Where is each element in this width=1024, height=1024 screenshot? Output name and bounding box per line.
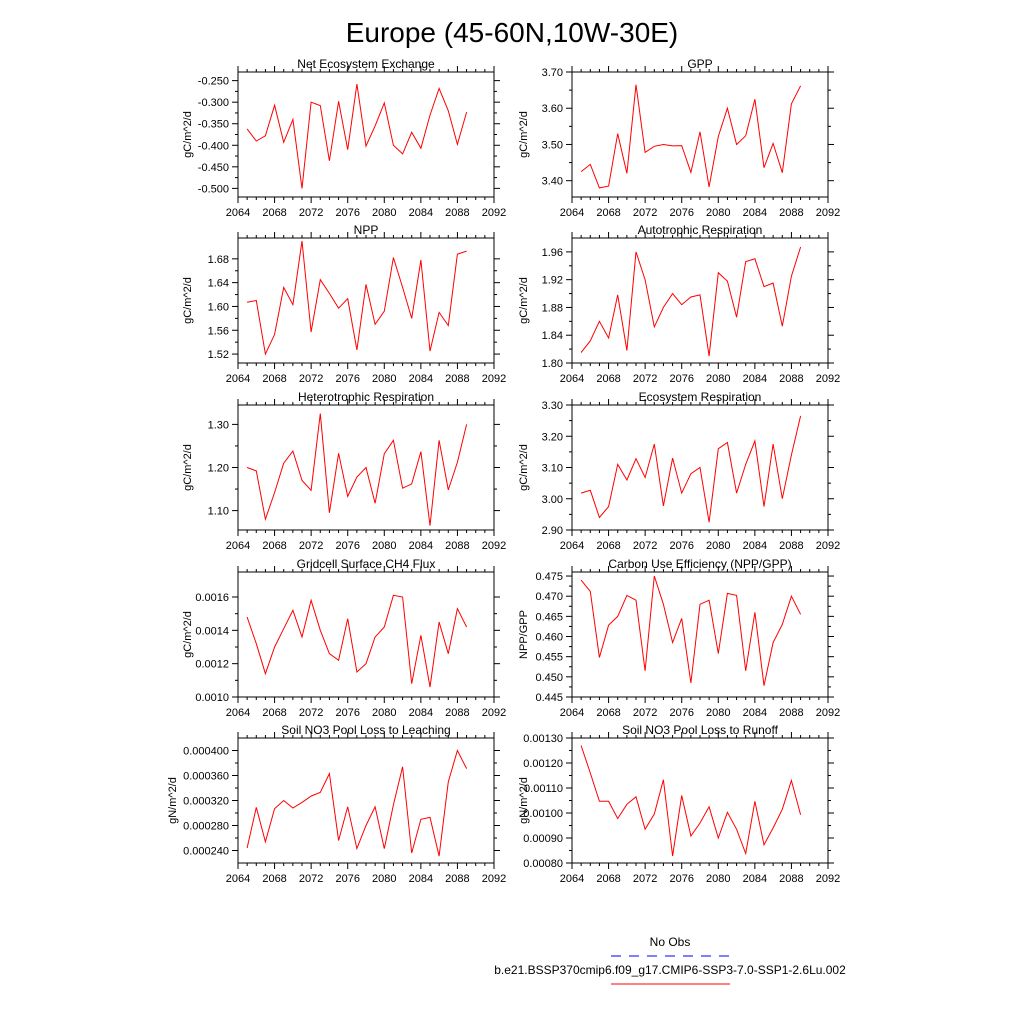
chart3-xtick-label-5: 2084 bbox=[408, 373, 434, 385]
chart4-xtick-label-7: 2092 bbox=[815, 373, 841, 385]
chart9-xtick-label-2: 2072 bbox=[298, 873, 324, 885]
chart7-xtick-label-7: 2092 bbox=[481, 707, 507, 719]
chart6-xtick-label-2: 2072 bbox=[632, 540, 658, 552]
chart9-title: Soil NO3 Pool Loss to Leaching bbox=[281, 723, 451, 737]
chart9-ylabel: gN/m^2/d bbox=[167, 777, 179, 824]
chart2-series-line bbox=[581, 85, 801, 188]
chart4-xtick-label-2: 2072 bbox=[632, 373, 658, 385]
chart3-xtick-label-7: 2092 bbox=[481, 373, 507, 385]
chart7-frame bbox=[238, 572, 494, 697]
chart1-ytick-label-4: -0.450 bbox=[197, 161, 229, 174]
chart4-xtick-label-3: 2076 bbox=[669, 373, 694, 385]
chart4-xtick-label-1: 2068 bbox=[596, 373, 621, 385]
chart7-xtick-label-6: 2088 bbox=[445, 707, 470, 719]
chart3-ytick-label-0: 1.52 bbox=[207, 349, 229, 362]
chart8-ytick-label-6: 0.475 bbox=[535, 571, 563, 584]
chart6-ytick-label-4: 3.30 bbox=[541, 400, 563, 412]
chart3-ytick-label-3: 1.64 bbox=[207, 277, 229, 290]
chart2-xtick-label-7: 2092 bbox=[815, 207, 841, 219]
panels-container bbox=[167, 57, 840, 885]
chart5-xtick-label-1: 2068 bbox=[262, 540, 287, 552]
chart10-ytick-label-5: 0.00130 bbox=[523, 733, 563, 745]
chart5-ytick-label-0: 1.10 bbox=[207, 505, 229, 518]
chart6-xtick-label-3: 2076 bbox=[669, 540, 694, 552]
chart10-xtick-label-1: 2068 bbox=[596, 873, 621, 885]
chart1-xtick-label-7: 2092 bbox=[481, 207, 507, 219]
chart10-series-line bbox=[581, 746, 801, 857]
chart7-ytick-label-2: 0.0014 bbox=[195, 625, 229, 638]
chart6-title: Ecosystem Respiration bbox=[638, 390, 762, 404]
chart7-title: Gridcell Surface CH4 Flux bbox=[296, 557, 436, 571]
chart7-xtick-label-0: 2064 bbox=[225, 707, 251, 719]
chart1-xtick-label-2: 2072 bbox=[298, 207, 324, 219]
chart7-ytick-label-0: 0.0010 bbox=[195, 692, 229, 704]
chart2-xtick-label-2: 2072 bbox=[632, 207, 658, 219]
chart2-xtick-label-6: 2088 bbox=[779, 207, 804, 219]
chart7-ytick-label-1: 0.0012 bbox=[195, 658, 229, 671]
chart3-series-line bbox=[247, 241, 467, 354]
chart4-ytick-label-2: 1.88 bbox=[541, 302, 563, 315]
chart6-xtick-label-0: 2064 bbox=[559, 540, 585, 552]
chart4-xtick-label-5: 2084 bbox=[742, 373, 768, 385]
chart7-xtick-label-4: 2080 bbox=[372, 707, 397, 719]
chart7-ytick-label-3: 0.0016 bbox=[195, 592, 229, 604]
chart8-xtick-label-2: 2072 bbox=[632, 707, 658, 719]
chart5-xtick-label-6: 2088 bbox=[445, 540, 470, 552]
chart7-series-line bbox=[247, 595, 467, 687]
chart7-panel bbox=[182, 557, 506, 719]
chart6-xtick-label-6: 2088 bbox=[779, 540, 804, 552]
chart2-title: GPP bbox=[687, 57, 713, 71]
chart8-ytick-label-4: 0.465 bbox=[535, 611, 563, 624]
chart8-xtick-label-1: 2068 bbox=[596, 707, 621, 719]
chart8-ytick-label-1: 0.450 bbox=[535, 671, 563, 684]
chart1-xtick-label-4: 2080 bbox=[372, 207, 397, 219]
chart8-ytick-label-3: 0.460 bbox=[535, 631, 563, 644]
chart10-xtick-label-7: 2092 bbox=[815, 873, 841, 885]
chart10-xtick-label-3: 2076 bbox=[669, 873, 694, 885]
chart5-series-line bbox=[247, 414, 467, 526]
chart6-ytick-label-1: 3.00 bbox=[541, 493, 563, 506]
chart10-xtick-label-5: 2084 bbox=[742, 873, 768, 885]
chart7-xtick-label-5: 2084 bbox=[408, 707, 434, 719]
chart10-frame bbox=[572, 738, 828, 863]
chart6-ylabel: gC/m^2/d bbox=[518, 444, 530, 491]
chart6-xtick-label-7: 2092 bbox=[815, 540, 841, 552]
chart8-xtick-label-3: 2076 bbox=[669, 707, 694, 719]
chart10-ytick-label-1: 0.00090 bbox=[523, 833, 563, 845]
chart10-panel bbox=[518, 723, 840, 885]
chart3-frame bbox=[238, 238, 494, 363]
chart10-xtick-label-4: 2080 bbox=[706, 873, 731, 885]
chart5-ylabel: gC/m^2/d bbox=[182, 444, 194, 491]
chart5-xtick-label-4: 2080 bbox=[372, 540, 397, 552]
chart10-title: Soil NO3 Pool Loss to Runoff bbox=[622, 723, 778, 737]
chart3-ytick-label-1: 1.56 bbox=[207, 325, 229, 338]
chart1-xtick-label-5: 2084 bbox=[408, 207, 434, 219]
chart5-title: Heterotrophic Respiration bbox=[297, 390, 435, 404]
chart3-xtick-label-2: 2072 bbox=[298, 373, 324, 385]
chart8-frame bbox=[572, 572, 828, 697]
chart4-ytick-label-4: 1.96 bbox=[541, 246, 563, 259]
chart2-ylabel: gC/m^2/d bbox=[518, 111, 530, 158]
legend bbox=[494, 935, 846, 984]
chart3-ytick-label-4: 1.68 bbox=[207, 253, 229, 266]
chart9-ytick-label-4: 0.000400 bbox=[183, 745, 229, 758]
chart2-ytick-label-3: 3.70 bbox=[541, 67, 563, 79]
chart7-xtick-label-2: 2072 bbox=[298, 707, 324, 719]
chart9-xtick-label-0: 2064 bbox=[225, 873, 251, 885]
chart5-xtick-label-5: 2084 bbox=[408, 540, 434, 552]
chart4-frame bbox=[572, 238, 828, 363]
chart9-ytick-label-2: 0.000320 bbox=[183, 795, 229, 808]
chart4-panel bbox=[518, 223, 840, 385]
chart5-panel bbox=[182, 390, 506, 552]
chart3-xtick-label-1: 2068 bbox=[262, 373, 287, 385]
chart6-xtick-label-1: 2068 bbox=[596, 540, 621, 552]
chart6-xtick-label-5: 2084 bbox=[742, 540, 768, 552]
chart1-ytick-label-3: -0.400 bbox=[197, 140, 229, 153]
chart4-title: Autotrophic Respiration bbox=[637, 223, 763, 237]
chart10-xtick-label-6: 2088 bbox=[779, 873, 804, 885]
chart1-xtick-label-0: 2064 bbox=[225, 207, 251, 219]
chart4-xtick-label-0: 2064 bbox=[559, 373, 585, 385]
chart8-title: Carbon Use Efficiency (NPP/GPP) bbox=[608, 557, 792, 571]
chart6-ytick-label-3: 3.20 bbox=[541, 431, 563, 444]
chart1-xtick-label-1: 2068 bbox=[262, 207, 287, 219]
chart8-ylabel: NPP/GPP bbox=[518, 610, 530, 659]
chart3-xtick-label-3: 2076 bbox=[335, 373, 360, 385]
chart2-xtick-label-4: 2080 bbox=[706, 207, 731, 219]
chart9-series-line bbox=[247, 751, 467, 857]
chart9-ytick-label-3: 0.000360 bbox=[183, 770, 229, 783]
chart1-series-line bbox=[247, 84, 467, 188]
chart10-ytick-label-3: 0.00110 bbox=[524, 783, 563, 795]
chart5-xtick-label-3: 2076 bbox=[335, 540, 360, 552]
chart2-ytick-label-2: 3.60 bbox=[541, 103, 563, 116]
chart5-ytick-label-1: 1.20 bbox=[207, 462, 229, 475]
chart6-panel bbox=[518, 390, 840, 552]
chart2-xtick-label-0: 2064 bbox=[559, 207, 585, 219]
chart6-series-line bbox=[581, 416, 801, 522]
chart5-xtick-label-2: 2072 bbox=[298, 540, 324, 552]
chart3-title: NPP bbox=[353, 223, 379, 237]
chart2-xtick-label-5: 2084 bbox=[742, 207, 768, 219]
chart3-xtick-label-4: 2080 bbox=[372, 373, 397, 385]
chart8-xtick-label-0: 2064 bbox=[559, 707, 585, 719]
chart4-xtick-label-6: 2088 bbox=[779, 373, 804, 385]
chart2-ytick-label-1: 3.50 bbox=[541, 139, 563, 152]
chart8-xtick-label-6: 2088 bbox=[779, 707, 804, 719]
chart8-panel bbox=[518, 557, 840, 719]
chart4-series-line bbox=[581, 247, 801, 356]
chart8-series-line bbox=[581, 576, 801, 686]
chart4-ytick-label-1: 1.84 bbox=[541, 330, 563, 343]
chart5-ytick-label-2: 1.30 bbox=[207, 419, 229, 432]
chart1-xtick-label-3: 2076 bbox=[335, 207, 360, 219]
chart6-xtick-label-4: 2080 bbox=[706, 540, 731, 552]
chart6-ytick-label-2: 3.10 bbox=[541, 462, 563, 475]
chart1-xtick-label-6: 2088 bbox=[445, 207, 470, 219]
chart8-ytick-label-0: 0.445 bbox=[535, 692, 563, 704]
chart10-xtick-label-2: 2072 bbox=[632, 873, 658, 885]
chart9-xtick-label-5: 2084 bbox=[408, 873, 434, 885]
chart4-ytick-label-0: 1.80 bbox=[541, 358, 563, 370]
chart5-xtick-label-0: 2064 bbox=[225, 540, 251, 552]
chart3-xtick-label-0: 2064 bbox=[225, 373, 251, 385]
chart8-ytick-label-2: 0.455 bbox=[535, 651, 563, 664]
chart6-ytick-label-0: 2.90 bbox=[541, 525, 563, 537]
chart9-ytick-label-1: 0.000280 bbox=[183, 820, 229, 833]
chart1-ytick-label-2: -0.350 bbox=[197, 118, 229, 131]
chart3-ylabel: gC/m^2/d bbox=[182, 277, 194, 324]
chart9-xtick-label-4: 2080 bbox=[372, 873, 397, 885]
chart8-xtick-label-4: 2080 bbox=[706, 707, 731, 719]
chart1-panel bbox=[182, 57, 506, 219]
chart2-panel bbox=[518, 57, 840, 219]
chart1-ytick-label-0: -0.250 bbox=[197, 75, 229, 88]
chart3-panel bbox=[182, 223, 506, 385]
chart9-panel bbox=[167, 723, 506, 885]
chart8-ytick-label-5: 0.470 bbox=[535, 591, 563, 604]
chart1-ylabel: gC/m^2/d bbox=[182, 111, 194, 158]
chart1-ytick-label-5: -0.500 bbox=[197, 183, 229, 196]
chart7-xtick-label-1: 2068 bbox=[262, 707, 287, 719]
chart8-xtick-label-7: 2092 bbox=[815, 707, 841, 719]
chart1-title: Net Ecosystem Exchange bbox=[297, 57, 435, 71]
chart9-xtick-label-6: 2088 bbox=[445, 873, 470, 885]
chart1-ytick-label-1: -0.300 bbox=[197, 97, 229, 110]
chart4-xtick-label-4: 2080 bbox=[706, 373, 731, 385]
chart3-xtick-label-6: 2088 bbox=[445, 373, 470, 385]
chart2-xtick-label-3: 2076 bbox=[669, 207, 694, 219]
chart9-xtick-label-3: 2076 bbox=[335, 873, 360, 885]
chart3-ytick-label-2: 1.60 bbox=[207, 301, 229, 314]
chart5-xtick-label-7: 2092 bbox=[481, 540, 507, 552]
legend-label-model-run: b.e21.BSSP370cmip6.f09_g17.CMIP6-SSP3-7.0-SSP1-2.6Lu.002 bbox=[494, 963, 846, 977]
chart2-xtick-label-1: 2068 bbox=[596, 207, 621, 219]
chart10-ylabel: gN/m^2/d bbox=[518, 777, 530, 824]
chart10-ytick-label-0: 0.00080 bbox=[523, 858, 563, 870]
chart2-ytick-label-0: 3.40 bbox=[541, 175, 563, 188]
chart4-ylabel: gC/m^2/d bbox=[518, 277, 530, 324]
chart9-xtick-label-7: 2092 bbox=[481, 873, 507, 885]
chart10-xtick-label-0: 2064 bbox=[559, 873, 585, 885]
chart7-xtick-label-3: 2076 bbox=[335, 707, 360, 719]
legend-label-no-obs: No Obs bbox=[649, 935, 691, 949]
chart4-ytick-label-3: 1.92 bbox=[541, 274, 563, 287]
chart1-frame bbox=[238, 72, 494, 197]
chart10-ytick-label-4: 0.00120 bbox=[523, 758, 563, 770]
chart8-xtick-label-5: 2084 bbox=[742, 707, 768, 719]
chart9-ytick-label-0: 0.000240 bbox=[183, 845, 229, 858]
chart7-ylabel: gC/m^2/d bbox=[182, 611, 194, 658]
page-title: Europe (45-60N,10W-30E) bbox=[345, 17, 679, 48]
chart10-ytick-label-2: 0.00100 bbox=[523, 808, 563, 820]
chart9-xtick-label-1: 2068 bbox=[262, 873, 287, 885]
